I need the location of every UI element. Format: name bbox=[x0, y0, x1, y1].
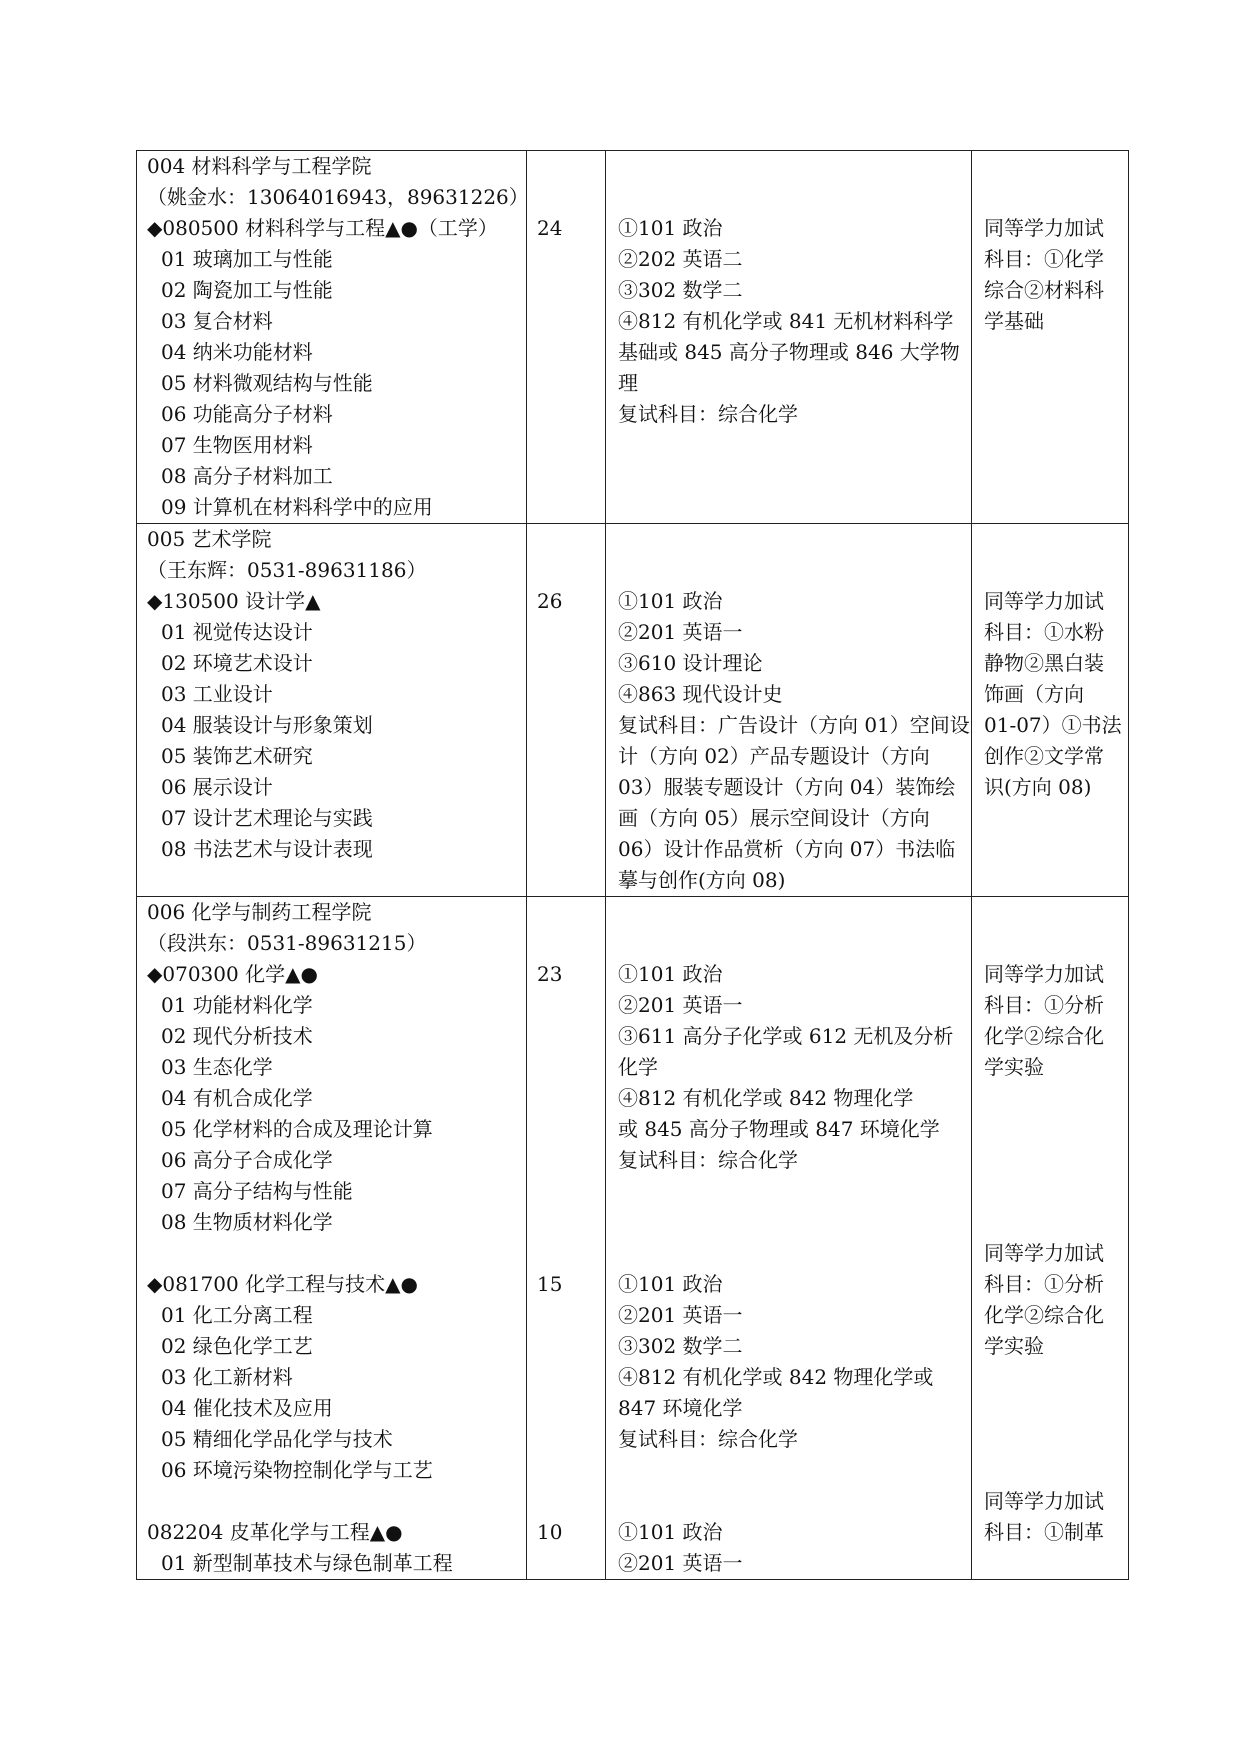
direction-item: 03 生态化学 bbox=[161, 1055, 273, 1079]
direction-item: 07 高分子结构与性能 bbox=[161, 1179, 353, 1203]
direction-item: 05 精细化学品化学与技术 bbox=[161, 1427, 393, 1451]
retest-subjects: 复试科目：综合化学 bbox=[618, 1427, 798, 1451]
table-row bbox=[137, 524, 1129, 897]
direction-item: 04 有机合成化学 bbox=[161, 1086, 313, 1110]
exam-item: 或 845 高分子物理或 847 环境化学 bbox=[618, 1117, 940, 1141]
exam-cell bbox=[606, 151, 972, 524]
exam-item: ①101 政治 bbox=[618, 962, 723, 986]
exam-item: ①101 政治 bbox=[618, 1520, 723, 1544]
exam-item: ②201 英语一 bbox=[618, 620, 743, 644]
direction-item: 04 服装设计与形象策划 bbox=[161, 713, 373, 737]
exam-cell bbox=[606, 524, 972, 897]
direction-item: 01 功能材料化学 bbox=[161, 993, 313, 1017]
quota-value: 23 bbox=[537, 962, 563, 986]
college-name: 004 材料科学与工程学院 bbox=[147, 154, 372, 178]
direction-item: 08 书法艺术与设计表现 bbox=[161, 837, 373, 861]
program-title: ◆081700 化学工程与技术▲● bbox=[147, 1272, 418, 1296]
exam-item: ①101 政治 bbox=[618, 589, 723, 613]
exam-item: ③611 高分子化学或 612 无机及分析化学 bbox=[618, 1024, 954, 1079]
direction-item: 07 生物医用材料 bbox=[161, 433, 313, 457]
direction-item: 06 环境污染物控制化学与工艺 bbox=[161, 1458, 433, 1482]
direction-item: 05 化学材料的合成及理论计算 bbox=[161, 1117, 433, 1141]
direction-item: 05 材料微观结构与性能 bbox=[161, 371, 373, 395]
direction-item: 01 新型制革技术与绿色制革工程 bbox=[161, 1551, 453, 1575]
quota-value: 26 bbox=[537, 589, 563, 613]
extra-exam-note: 同等学力加试科目：①水粉静物②黑白装饰画（方向 01-07）①书法创作②文学常识(方向 08) bbox=[984, 589, 1122, 799]
exam-item: ③302 数学二 bbox=[618, 278, 743, 302]
direction-item: 03 工业设计 bbox=[161, 682, 273, 706]
exam-item: ③302 数学二 bbox=[618, 1334, 743, 1358]
direction-item: 08 高分子材料加工 bbox=[161, 464, 333, 488]
program-title: ◆080500 材料科学与工程▲●（工学） bbox=[147, 216, 498, 240]
direction-item: 06 展示设计 bbox=[161, 775, 273, 799]
program-title: ◆130500 设计学▲ bbox=[147, 589, 321, 613]
college-name: 006 化学与制药工程学院 bbox=[147, 900, 372, 924]
direction-item: 02 绿色化学工艺 bbox=[161, 1334, 313, 1358]
notes-cell bbox=[972, 151, 1129, 524]
direction-item: 05 装饰艺术研究 bbox=[161, 744, 313, 768]
direction-item: 06 功能高分子材料 bbox=[161, 402, 333, 426]
extra-exam-note: 同等学力加试科目：①化学综合②材料科学基础 bbox=[984, 216, 1104, 333]
program-cell bbox=[137, 897, 527, 1580]
exam-item: ①101 政治 bbox=[618, 216, 723, 240]
direction-item: 06 高分子合成化学 bbox=[161, 1148, 333, 1172]
exam-item: ②201 英语一 bbox=[618, 1551, 743, 1575]
exam-item: ③610 设计理论 bbox=[618, 651, 763, 675]
college-contact: （王东辉：0531-89631186） bbox=[147, 558, 427, 582]
exam-item: ①101 政治 bbox=[618, 1272, 723, 1296]
exam-cell bbox=[606, 897, 972, 1580]
quota-value: 24 bbox=[537, 216, 563, 240]
quota-cell bbox=[527, 897, 606, 1580]
quota-cell bbox=[527, 524, 606, 897]
quota-value: 15 bbox=[537, 1272, 563, 1296]
direction-item: 08 生物质材料化学 bbox=[161, 1210, 333, 1234]
retest-subjects: 复试科目：综合化学 bbox=[618, 1148, 798, 1172]
retest-subjects: 复试科目：广告设计（方向 01）空间设计（方向 02）产品专题设计（方向 03）服装专题设计（方向 04）装饰绘画（方向 05）展示空间设计（方向 06）设计作品赏析（方向 07）书法临摹与创作(方向 08) bbox=[618, 713, 970, 892]
admissions-table bbox=[136, 150, 1129, 1580]
program-cell bbox=[137, 151, 527, 524]
extra-exam-note: 同等学力加试科目：①分析化学②综合化学实验 bbox=[984, 962, 1104, 1079]
college-contact: （姚金水：13064016943，89631226） bbox=[147, 185, 529, 209]
program-title: 082204 皮革化学与工程▲● bbox=[147, 1520, 403, 1544]
program-cell bbox=[137, 524, 527, 897]
direction-item: 01 化工分离工程 bbox=[161, 1303, 313, 1327]
direction-item: 04 催化技术及应用 bbox=[161, 1396, 333, 1420]
exam-item: ④812 有机化学或 842 物理化学 bbox=[618, 1086, 914, 1110]
table-row bbox=[137, 151, 1129, 524]
college-name: 005 艺术学院 bbox=[147, 527, 272, 551]
direction-item: 01 玻璃加工与性能 bbox=[161, 247, 333, 271]
direction-item: 03 复合材料 bbox=[161, 309, 273, 333]
exam-item: ④812 有机化学或 841 无机材料科学基础或 845 高分子物理或 846 大学物理 bbox=[618, 309, 960, 395]
exam-item: ④812 有机化学或 842 物理化学或 847 环境化学 bbox=[618, 1365, 934, 1420]
exam-item: ②201 英语一 bbox=[618, 1303, 743, 1327]
direction-item: 02 陶瓷加工与性能 bbox=[161, 278, 333, 302]
direction-item: 01 视觉传达设计 bbox=[161, 620, 313, 644]
extra-exam-note: 同等学力加试科目：①制革 bbox=[984, 1489, 1104, 1544]
direction-item: 02 环境艺术设计 bbox=[161, 651, 313, 675]
direction-item: 02 现代分析技术 bbox=[161, 1024, 313, 1048]
table-row bbox=[137, 897, 1129, 1580]
college-contact: （段洪东：0531-89631215） bbox=[147, 931, 427, 955]
direction-item: 07 设计艺术理论与实践 bbox=[161, 806, 373, 830]
notes-cell bbox=[972, 524, 1129, 897]
notes-cell bbox=[972, 897, 1129, 1580]
direction-item: 09 计算机在材料科学中的应用 bbox=[161, 495, 433, 519]
program-title: ◆070300 化学▲● bbox=[147, 962, 318, 986]
quota-cell bbox=[527, 151, 606, 524]
extra-exam-note: 同等学力加试科目：①分析化学②综合化学实验 bbox=[984, 1241, 1104, 1358]
quota-value: 10 bbox=[537, 1520, 563, 1544]
exam-item: ④863 现代设计史 bbox=[618, 682, 783, 706]
direction-item: 03 化工新材料 bbox=[161, 1365, 293, 1389]
exam-item: ②201 英语一 bbox=[618, 993, 743, 1017]
direction-item: 04 纳米功能材料 bbox=[161, 340, 313, 364]
exam-item: ②202 英语二 bbox=[618, 247, 743, 271]
retest-subjects: 复试科目：综合化学 bbox=[618, 402, 798, 426]
